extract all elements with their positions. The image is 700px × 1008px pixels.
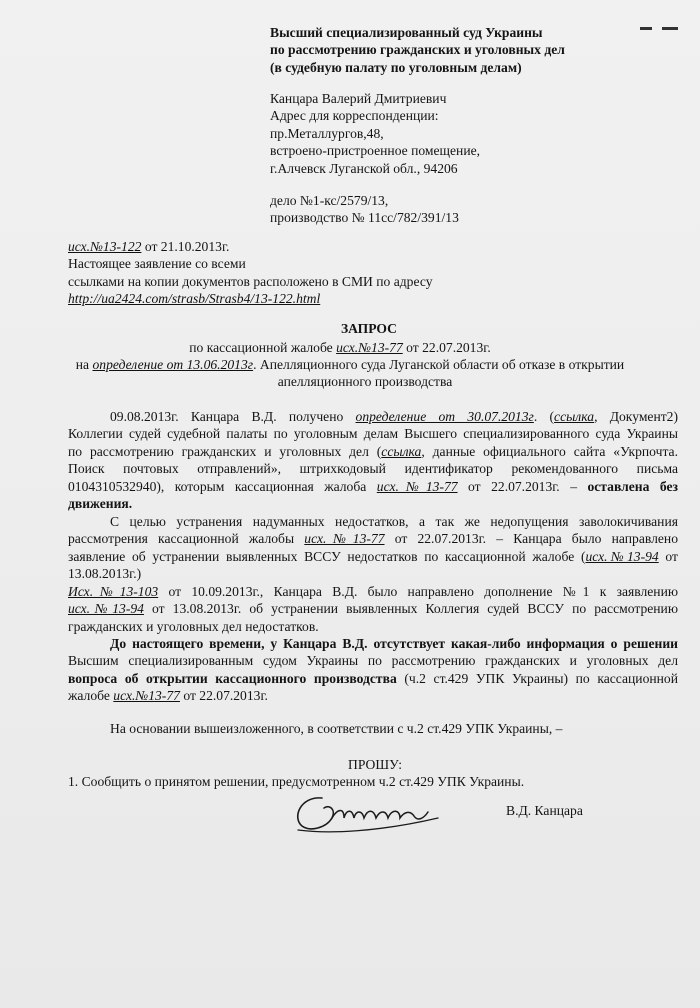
body-text: Высшим специализированным судом Украины по рассмотрению гражданских и уголовных дел <box>68 653 678 669</box>
outgoing-block <box>68 238 433 308</box>
body-text: от 10.09.2013г., Канцара В.Д. было направлено дополнение №1 к заявлению <box>158 584 678 599</box>
outgoing-note: ссылками на копии документов расположено в СМИ по адресу <box>68 273 433 289</box>
proceeding-number: производство № 11сс/782/391/13 <box>270 210 459 226</box>
body-text: от 22.07.2013г. – Канцара было направлено <box>384 531 678 547</box>
signatory-name: В.Д. Канцара <box>506 803 583 818</box>
title-text: по кассационной жалобе <box>189 340 337 355</box>
body-text: С целью устранения надуманных недостатков, а так же недопущения заволокичивания <box>110 514 678 529</box>
body-text: рассмотрения кассационной жалобы <box>68 531 305 547</box>
court-line: (в судебную палату по уголовным делам) <box>270 59 522 75</box>
addendum-link[interactable]: Исх.№13-103 <box>68 584 159 599</box>
outgoing-note: Настоящее заявление со всеми <box>68 256 246 272</box>
handwritten-signature <box>288 788 458 840</box>
address-line: г.Алчевск Луганской обл., 94206 <box>270 160 458 176</box>
title-line <box>0 339 700 356</box>
body-text: от 22.07.2013г. – <box>457 478 588 494</box>
outgoing-ref-link[interactable]: исх.№13-122 <box>68 239 142 254</box>
corner-marks <box>640 18 688 34</box>
body-text: 0104310532940), которым кассационная жалоба <box>68 478 377 494</box>
body-text: от <box>658 548 678 564</box>
address-line: встроено-пристроенное помещение, <box>270 143 481 159</box>
statement-link[interactable]: исх.№13-94 <box>585 548 659 564</box>
title-line <box>0 356 700 373</box>
body-text: 09.08.2013г. Канцара В.Д. получено <box>110 409 356 424</box>
outgoing-url-link[interactable]: http://ua2424.com/strasb/Strasb4/13-122.html <box>68 291 321 307</box>
reference-link[interactable]: ссылка <box>381 443 422 459</box>
body-text: , Документ2) <box>594 409 678 424</box>
body-text: по рассмотрению гражданских и уголовных дел ( <box>68 443 382 459</box>
body-bold-text: вопроса об открытии кассационного производства <box>68 670 397 686</box>
body-text: 13.08.2013г.) <box>68 566 142 582</box>
document-heading: ЗАПРОС <box>340 321 397 336</box>
complaint-link[interactable]: исх.№13-77 <box>113 688 180 704</box>
body-text: . ( <box>533 409 555 424</box>
paragraph-3 <box>68 583 678 635</box>
court-line: по рассмотрению гражданских и уголовных дел <box>270 42 565 58</box>
ruling-link[interactable]: определение от 30.07.2013г <box>355 409 534 424</box>
title-line: апелляционного производства <box>277 374 453 389</box>
sender-name: Канцара Валерий Дмитриевич <box>270 91 447 106</box>
body-bold-text: движения. <box>68 495 133 511</box>
paragraph-2 <box>68 513 678 583</box>
title-text: от 22.07.2013г. <box>402 340 491 355</box>
body-text: заявление об устранении выявленных ВССУ недостатков по кассационной жалобе ( <box>68 548 586 564</box>
court-addressee <box>270 24 565 76</box>
body-bold-text: До настоящего времени, у Канцара В.Д. отсутствует какая-либо информация о решении <box>110 636 678 651</box>
body-text: от 22.07.2013г. <box>179 688 268 704</box>
body-bold-text: оставлена без <box>587 478 678 494</box>
outgoing-ref <box>68 238 433 255</box>
paragraph-4 <box>68 635 678 705</box>
body-text: гражданских и уголовных дел недостатков. <box>68 618 319 634</box>
title-text: . Апелляционного суда Луганской области об отказе в открытии <box>253 357 625 372</box>
body-text: Поиск почтовых отправлений», штрихкодовый идентификатор рекомендованного письма <box>68 461 678 477</box>
sender-block <box>270 90 480 177</box>
case-number: дело №1-кс/2579/13, <box>270 193 389 208</box>
case-block <box>270 192 459 227</box>
paragraph-1 <box>68 408 678 512</box>
body-text: Коллегии судей судебной палаты по уголовным делам Высшего специализированного суда Украины <box>68 426 678 442</box>
ruling-link[interactable]: определение от 13.06.2013г <box>92 357 254 372</box>
court-line: Высший специализированный суд Украины <box>270 25 543 40</box>
address-line: пр.Металлургов,48, <box>270 125 384 141</box>
reference-link[interactable]: ссылка <box>554 409 595 424</box>
body-text: , данные официального сайта «Укрпочта. <box>421 443 678 459</box>
body-text: (ч.2 ст.429 УПК Украины) по кассационной <box>396 670 679 686</box>
complaint-link[interactable]: исх.№13-77 <box>376 478 458 494</box>
conclusion-text: На основании вышеизложенного, в соответствии с ч.2 ст.429 УПК Украины, – <box>110 721 563 736</box>
complaint-link[interactable]: исх.№13-77 <box>304 531 385 547</box>
body-text: жалобе <box>68 688 114 704</box>
title-text: на <box>75 357 93 372</box>
body-text: от 13.08.2013г. об устранении выявленных Коллегия судей ВССУ по рассмотрению <box>143 601 678 617</box>
complaint-link[interactable]: исх.№13-77 <box>336 340 403 355</box>
statement-link[interactable]: исх.№13-94 <box>68 601 144 617</box>
request-item-1: 1. Сообщить о принятом решении, предусмотренном ч.2 ст.429 УПК Украины. <box>68 774 525 789</box>
outgoing-ref-date: от 21.10.2013г. <box>141 239 230 254</box>
request-heading: ПРОШУ: <box>348 757 402 772</box>
address-line: Адрес для корреспонденции: <box>270 108 439 124</box>
